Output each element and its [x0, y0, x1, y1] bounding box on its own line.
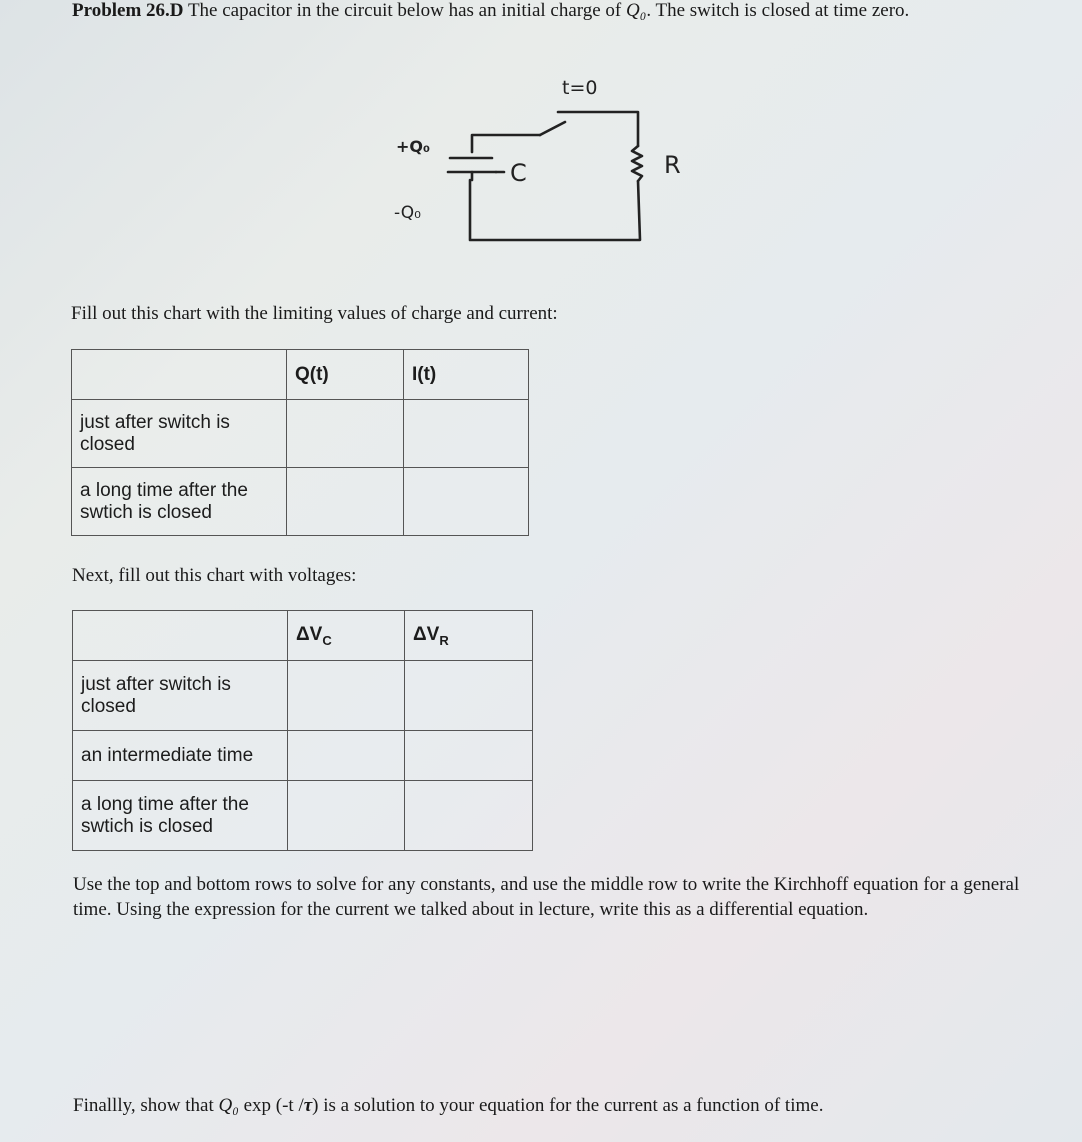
final-expr: exp (-t /: [243, 1095, 304, 1116]
table-row: [72, 468, 529, 536]
subscript-r: R: [439, 632, 449, 648]
header-q: Q(t): [287, 350, 404, 400]
plus-charge-label: +Q₀: [396, 137, 431, 156]
top-right-wire: [558, 112, 638, 146]
chart1-instruction: Fill out this chart with the limiting values of charge and current:: [71, 303, 558, 324]
minus-charge-label: -Q₀: [394, 203, 421, 223]
voltage-chart: [72, 610, 533, 851]
table-header-row: [73, 611, 533, 661]
q0-symbol: Q₀: [626, 0, 647, 21]
problem-label: Problem 26.D: [72, 0, 184, 21]
answer-cell[interactable]: [288, 661, 405, 731]
table-row: [73, 731, 533, 781]
answer-cell[interactable]: [404, 400, 529, 468]
resistor-label: R: [664, 151, 681, 179]
switch-blade: [540, 122, 565, 135]
header-empty: [72, 350, 287, 400]
answer-cell[interactable]: [287, 468, 404, 536]
final-before: Finallly, show that: [73, 1095, 214, 1116]
header-dvc: [288, 611, 405, 661]
answer-cell[interactable]: [405, 781, 533, 851]
answer-cell[interactable]: [405, 731, 533, 781]
bottom-wire: [470, 180, 640, 240]
charge-current-chart: [71, 349, 529, 536]
answer-cell[interactable]: [287, 400, 404, 468]
table-row: [73, 781, 533, 851]
final-after: ) is a solution to your equation for the current as a function of time.: [312, 1095, 824, 1116]
final-q0: Q₀: [218, 1095, 239, 1116]
row-label: a long time after the swtich is closed: [73, 781, 288, 851]
table-row: [72, 400, 529, 468]
answer-cell[interactable]: [288, 731, 405, 781]
resistor-zigzag: [632, 146, 642, 181]
header-empty: [73, 611, 288, 661]
answer-cell[interactable]: [405, 661, 533, 731]
table-row: [73, 661, 533, 731]
answer-cell[interactable]: [404, 468, 529, 536]
problem-text-end: . The switch is closed at time zero.: [646, 0, 910, 21]
delta-v-text: ΔV: [413, 623, 440, 645]
row-label: just after switch is closed: [72, 400, 287, 468]
row-label: a long time after the swtich is closed: [72, 468, 287, 536]
chart2-instruction: Next, fill out this chart with voltages:: [72, 565, 357, 586]
switch-label: t=0: [562, 77, 598, 99]
capacitor-label: C: [510, 159, 527, 187]
tau-symbol: τ: [303, 1095, 313, 1116]
row-label: just after switch is closed: [73, 661, 288, 731]
top-left-wire: [472, 135, 540, 152]
table-header-row: [72, 350, 529, 400]
subscript-c: C: [322, 632, 332, 648]
row-label: an intermediate time: [73, 731, 288, 781]
problem-statement: [72, 0, 909, 22]
instructions-paragraph: Use the top and bottom rows to solve for any constants, and use the middle row to write the Kirchhoff equation for a general time. Using the expression for the current we talked about in lecture, write this as a differential equation.: [73, 874, 1020, 920]
final-instruction: [73, 1095, 823, 1117]
delta-v-text: ΔV: [296, 623, 323, 645]
circuit-diagram: [380, 60, 700, 260]
problem-text: The capacitor in the circuit below has an initial charge of: [187, 0, 622, 21]
answer-cell[interactable]: [288, 781, 405, 851]
header-i: I(t): [404, 350, 529, 400]
header-dvr: [405, 611, 533, 661]
